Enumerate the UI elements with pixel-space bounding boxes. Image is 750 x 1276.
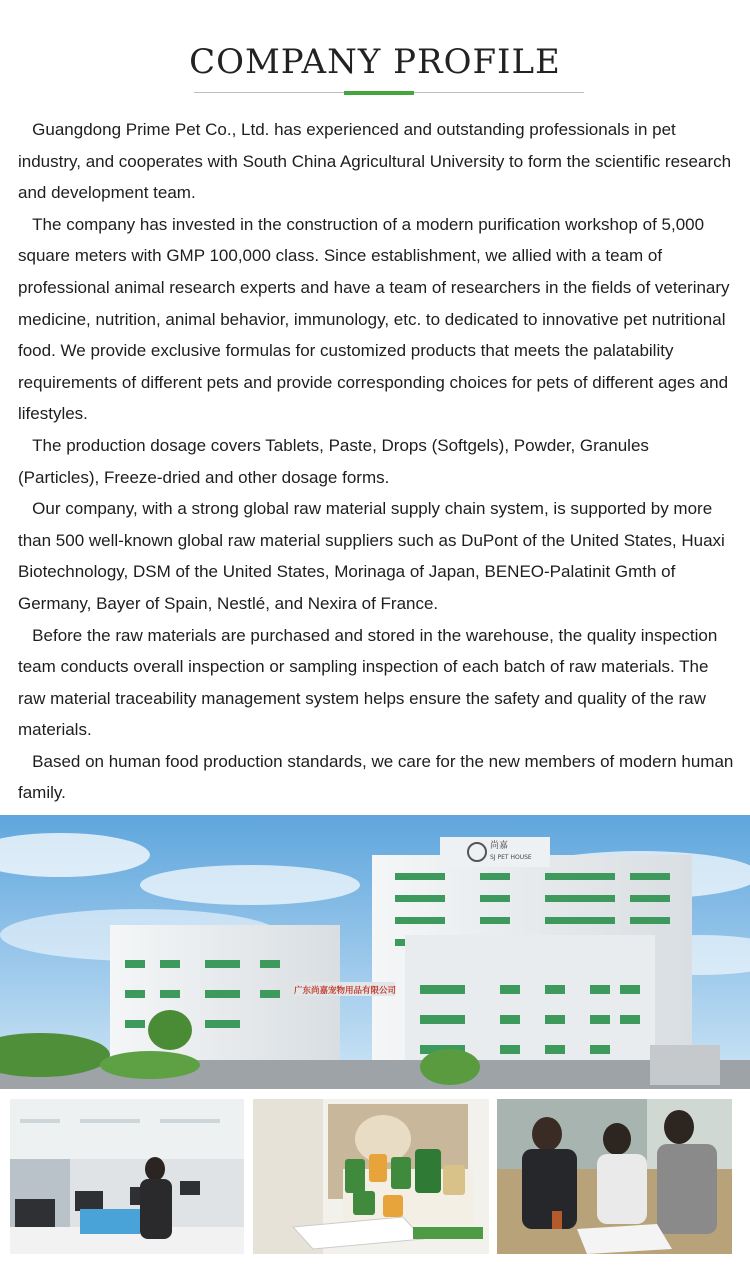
profile-text	[18, 114, 739, 809]
title-accent-bar	[344, 91, 414, 95]
paragraph-supply-chain: Our company, with a strong global raw material supply chain system, is supported by more than 500 well-known global raw material suppliers such as DuPont of the United States, Huaxi Biotechnology, DSM of the United States, Morinaga of Japan, BENEO-Palatinit Gmth of Germany, Bayer of Spain, Nestlé, and Nexira of France.	[18, 499, 730, 613]
paragraph-dosage-forms: The production dosage covers Tablets, Paste, Drops (Softgels), Powder, Granules (Particles), Freeze-dried and other dosage forms.	[18, 435, 654, 487]
svg-text:广东尚嘉宠物用品有限公司: 广东尚嘉宠物用品有限公司	[293, 986, 397, 996]
svg-text:SJ PET HOUSE: SJ PET HOUSE	[490, 854, 532, 861]
paragraph-workshop: The company has invested in the construction of a modern purification workshop of 5,000 square meters with GMP 100,000 class. Since establishment, we allied with a team of professional animal research experts and have a team of researchers in the fields of veterinary medicine, nutrition, animal behavior, immunology, etc. to dedicated to innovative pet nutritional food. We provide exclusive formulas for customized products that meets the palatability requirements of different pets and provide corresponding choices for pets of different ages and lifestyles.	[18, 214, 735, 424]
paragraph-quality-inspection: Before the raw materials are purchased and stored in the warehouse, the quality inspection team conducts overall inspection or sampling inspection of each batch of raw materials. The raw material traceability management system helps ensure the safety and quality of the raw materials.	[18, 625, 723, 740]
team-meeting-photo	[497, 1099, 732, 1254]
page-title: COMPANY PROFILE	[189, 42, 561, 82]
paragraph-rnd-team: Guangdong Prime Pet Co., Ltd. has experienced and outstanding professionals in pet industry, and cooperates with South China Agricultural University to form the scientific research and development team.	[18, 120, 736, 203]
factory-building-photo	[0, 815, 750, 1089]
photo-strip	[0, 1099, 750, 1254]
product-display-photo	[253, 1099, 489, 1254]
office-photo	[10, 1099, 244, 1254]
paragraph-standards: Based on human food production standards, we care for the new members of modern human family.	[18, 751, 739, 803]
svg-text:尚嘉: 尚嘉	[490, 841, 509, 851]
